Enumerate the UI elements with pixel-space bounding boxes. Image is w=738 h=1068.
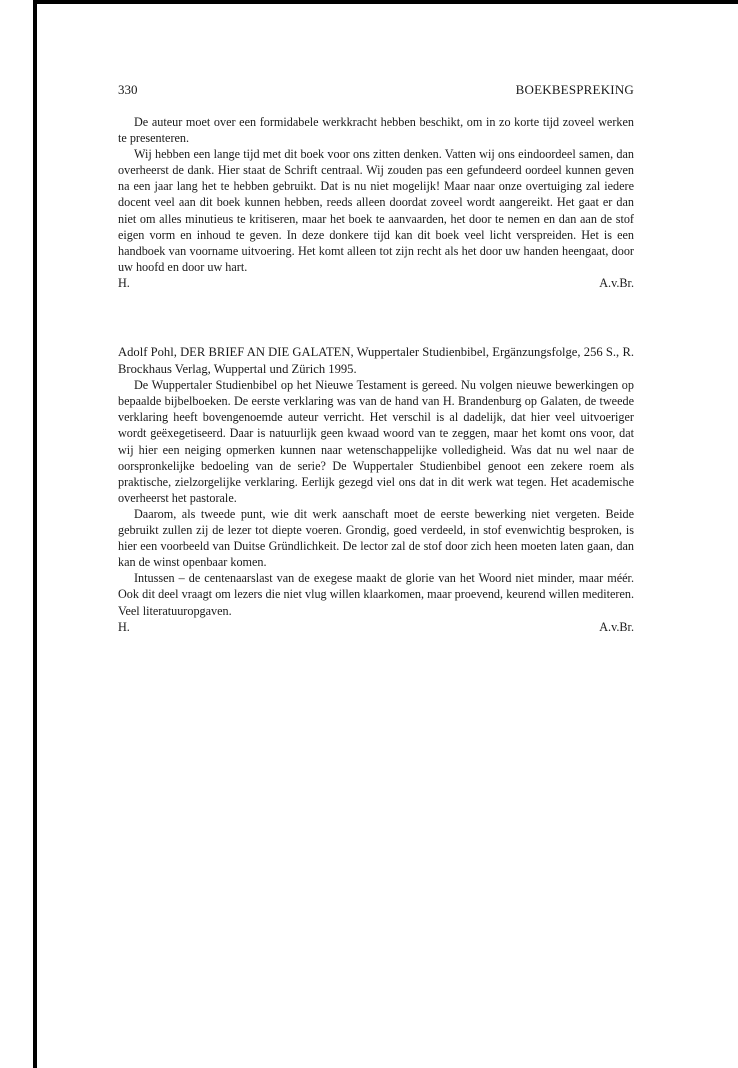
- scan-border-top: [33, 0, 738, 4]
- section-title: BOEKBESPREKING: [515, 82, 634, 97]
- review-2-paragraph-3: Intussen – de centenaarslast van de exegese maakt de glorie van het Woord niet minder, maar méér. Ook dit deel vraagt om lezers die niet vlug willen klaarkomen, maar proevend, keurend willen mediteren. Veel literatuuropgaven.: [118, 571, 634, 618]
- review-1-reviewer: A.v.Br.: [599, 275, 634, 290]
- scan-border-left: [33, 0, 37, 1068]
- review-2-reviewer: A.v.Br.: [599, 619, 634, 634]
- review-2-initial: H.: [118, 619, 130, 634]
- review-1-initial: H.: [118, 275, 130, 290]
- page-number: 330: [118, 82, 138, 97]
- review-2-paragraph-2: Daarom, als tweede punt, wie dit werk aanschaft moet de eerste bewerking niet vergeten. Beide gebruikt zullen zij de lezer tot diepte voeren. Grondig, goed verdeeld, in stof evenwichtig besproken, is hier een voorbeeld van Duitse Gründlichkeit. De lector zal de stof door zich heen moeten laten gaan, dan kan de winst openbaar komen.: [118, 506, 634, 570]
- review-2: [118, 344, 634, 635]
- review-1-signature: [118, 275, 634, 291]
- review-1: [118, 114, 634, 291]
- review-2-paragraph-1: De Wuppertaler Studienbibel op het Nieuwe Testament is gereed. Nu volgen nieuwe bewerkingen op bepaalde bijbelboeken. De eerste verklaring was van de hand van H. Brandenburg op Galaten, de tweede verklaring heeft bovengenoemde auteur verricht. Het verschil is al dadelijk, dat hier veel uitvoeriger wordt geëxegetiseerd. Daar is natuurlijk geen kwaad woord van te zeggen, maar het komt ons voor, dat wij hier een neiging opmerken kunnen naar wetenschappelijke volledigheid. Was dat nu wel naar de oorspronkelijke bedoeling van de serie? De Wuppertaler Studienbibel genoot een zekere roem als praktische, zielzorgelijke verklaring. Eerlijk gezegd viel ons dat in dit werk wat tegen. Het academische overheerst het pastorale.: [118, 378, 634, 505]
- review-1-paragraph-1: De auteur moet over een formidabele werkkracht hebben beschikt, om in zo korte tijd zoveel werken te presenteren.: [118, 115, 634, 146]
- review-1-paragraph-2: Wij hebben een lange tijd met dit boek voor ons zitten denken. Vatten wij ons eindoordeel samen, dan overheerst de dank. Hier staat de Schrift centraal. Wij zouden pas een gefundeerd oordeel kunnen geven na een jaar lang het te hebben gebruikt. Dat is nu niet mogelijk! Maar naar onze overtuiging zal iedere docent veel aan dit boek kunnen hebben, reeds alleen doordat zoveel wordt aangereikt. Het gaat er dan niet om alles minutieus te kritiseren, maar het boek te aanvaarden, het door te nemen en dan aan de stof eigen vorm en inhoud te geven. In deze donkere tijd kan dit boek veel licht verspreiden. Het is een handboek van voorname uitvoering. Het komt alleen tot zijn recht als het door uw handen heengaat, door uw hoofd en door uw hart.: [118, 147, 634, 274]
- review-2-signature: [118, 619, 634, 635]
- review-2-bibliography: Adolf Pohl, DER BRIEF AN DIE GALATEN, Wuppertaler Studienbibel, Ergänzungsfolge, 256 S., R. Brockhaus Verlag, Wuppertal und Zürich 1995.: [118, 345, 634, 376]
